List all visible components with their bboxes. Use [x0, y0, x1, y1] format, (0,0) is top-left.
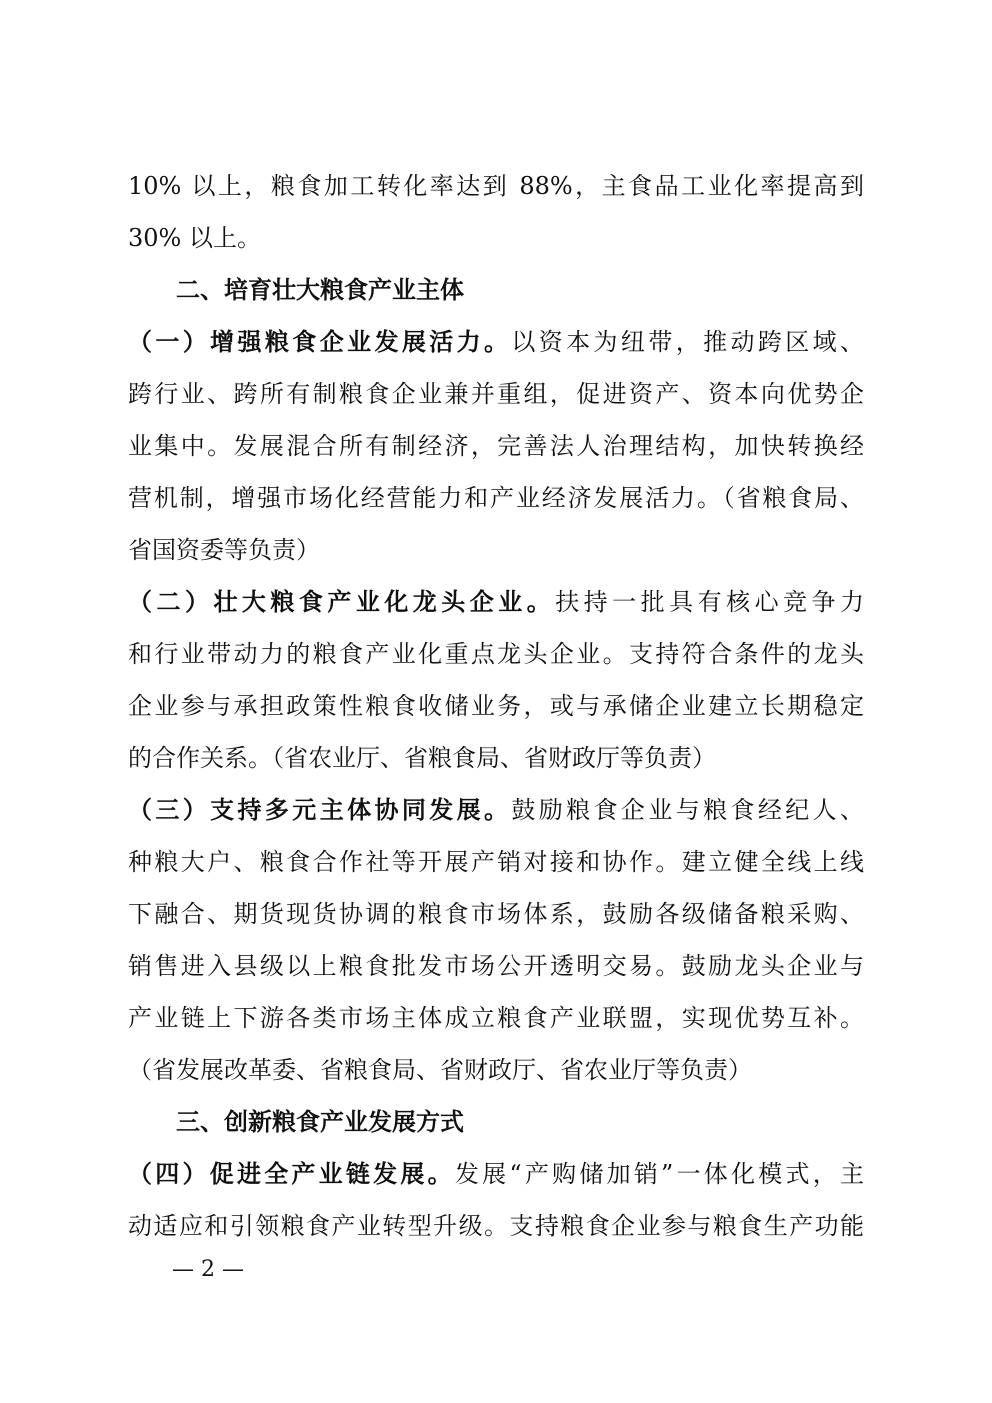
clause-text: 发展“产购储加销”一体化模式，主 [454, 1160, 864, 1188]
body-line: 业集中。发展混合所有制经济，完善法人治理结构，加快转换经 [128, 432, 864, 460]
body-line: 种粮大户、粮食合作社等开展产销对接和协作。建立健全线上线 [128, 848, 864, 876]
body-line: 产业链上下游各类市场主体成立粮食产业联盟，实现优势互补。 [128, 1004, 864, 1032]
page-number: — 2 — [172, 1257, 244, 1282]
body-line: 省国资委等负责） [128, 536, 320, 564]
paragraph-first-line [128, 327, 864, 357]
paragraph-first-line [128, 1159, 864, 1189]
clause-title: （二）壮大粮食产业化龙头企业。 [128, 588, 556, 616]
body-line: 的合作关系。（省农业厅、省粮食局、省财政厅等负责） [128, 744, 716, 772]
clause-text: 以资本为纽带，推动跨区域、 [511, 328, 864, 356]
body-line: 销售进入县级以上粮食批发市场公开透明交易。鼓励龙头企业与 [128, 952, 864, 980]
clause-text: 鼓励粮食企业与粮食经纪人、 [511, 796, 864, 824]
section-heading: 三、创新粮食产业发展方式 [176, 1108, 464, 1136]
clause-title: （一）增强粮食企业发展活力。 [128, 328, 512, 356]
section-heading: 二、培育壮大粮食产业主体 [176, 276, 464, 304]
paragraph-first-line [128, 587, 864, 617]
body-line: 10% 以上，粮食加工转化率达到 88%，主食品工业化率提高到 [128, 172, 864, 200]
body-line: （省发展改革委、省粮食局、省财政厅、省农业厅等负责） [128, 1056, 752, 1084]
clause-title: （三）支持多元主体协同发展。 [128, 796, 512, 824]
clause-title: （四）促进全产业链发展。 [128, 1160, 455, 1188]
body-line: 营机制，增强市场化经营能力和产业经济发展活力。（省粮食局、 [128, 484, 864, 512]
body-line: 30% 以上。 [128, 224, 261, 252]
body-line: 企业参与承担政策性粮食收储业务，或与承储企业建立长期稳定 [128, 692, 864, 720]
body-line: 和行业带动力的粮食产业化重点龙头企业。支持符合条件的龙头 [128, 640, 864, 668]
body-line: 下融合、期货现货协调的粮食市场体系，鼓励各级储备粮采购、 [128, 900, 864, 928]
body-line: 跨行业、跨所有制粮食企业兼并重组，促进资产、资本向优势企 [128, 380, 864, 408]
paragraph-first-line [128, 795, 864, 825]
clause-text: 扶持一批具有核心竞争力 [555, 588, 864, 616]
body-line: 动适应和引领粮食产业转型升级。支持粮食企业参与粮食生产功能 [128, 1212, 864, 1240]
